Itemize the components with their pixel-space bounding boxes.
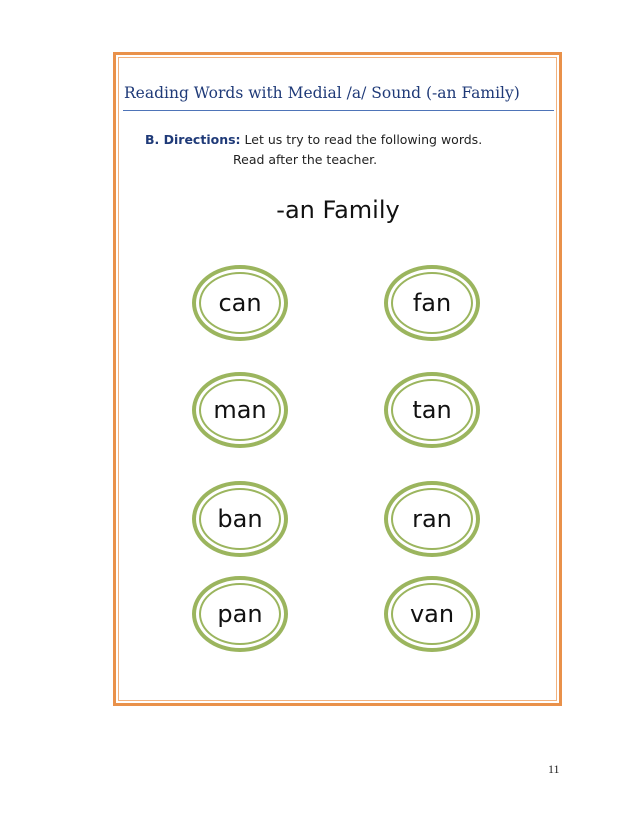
word-circle-van: [384, 576, 480, 652]
word-circle-fan: [384, 265, 480, 341]
word-circle-can: [192, 265, 288, 341]
family-heading: -an Family: [276, 196, 400, 224]
word-pan: pan: [217, 600, 263, 628]
word-circle-pan: [192, 576, 288, 652]
worksheet-title: Reading Words with Medial /a/ Sound (-an Family): [124, 84, 520, 102]
word-van: van: [409, 600, 455, 628]
word-man: man: [213, 396, 267, 424]
directions-line-1: [145, 132, 482, 147]
word-tan: tan: [412, 396, 452, 424]
directions-text-2: Read after the teacher.: [233, 152, 378, 167]
word-circle-ban: [192, 481, 288, 557]
word-circle-man: [192, 372, 288, 448]
page-number: 11: [548, 762, 560, 776]
word-circle-ran: [384, 481, 480, 557]
word-fan: fan: [412, 289, 452, 317]
title-underline: [123, 110, 554, 111]
word-circle-tan: [384, 372, 480, 448]
word-can: can: [218, 289, 262, 317]
directions-label: B. Directions:: [145, 132, 241, 147]
word-ban: ban: [217, 505, 263, 533]
word-ran: ran: [412, 505, 452, 533]
directions-text-1: Let us try to read the following words.: [244, 132, 483, 147]
